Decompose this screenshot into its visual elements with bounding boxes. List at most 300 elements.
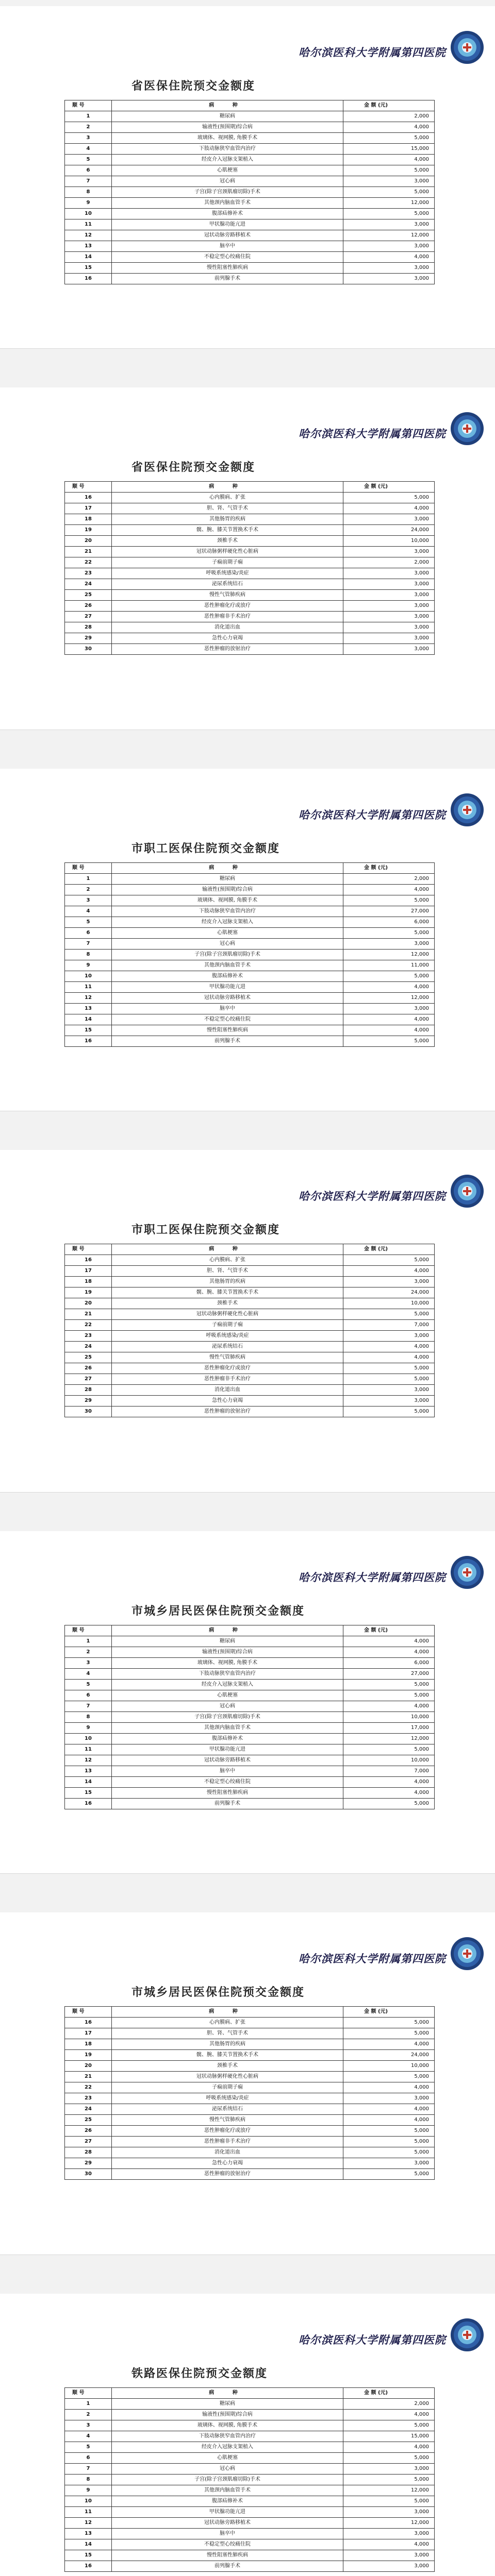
deposit-amount: 10,000 [343, 2061, 435, 2072]
disease-name: 子宫(除子宫颈肌瘤切除)手术 [112, 187, 343, 198]
deposit-amount: 3,000 [343, 176, 435, 187]
disease-name: 前列腺手术 [112, 1799, 343, 1809]
row-number: 5 [65, 1680, 112, 1690]
table-header-row [65, 482, 435, 493]
column-header-amount: 金 额 (元) [343, 1625, 435, 1636]
row-number: 16 [65, 2018, 112, 2028]
deposit-table-wrapper [64, 1625, 435, 1809]
disease-name: 冠状动脉粥样硬化性心脏病 [112, 2072, 343, 2082]
disease-name: 子痫前期子痫 [112, 2082, 343, 2093]
table-row [65, 1255, 435, 1266]
row-number: 1 [65, 874, 112, 885]
row-number: 17 [65, 1266, 112, 1277]
deposit-amount: 4,000 [343, 122, 435, 133]
deposit-amount: 5,000 [343, 2169, 435, 2180]
deposit-amount: 3,000 [343, 601, 435, 612]
disease-name: 冠状动脉粥样硬化性心脏病 [112, 1309, 343, 1320]
hospital-emblem-icon [450, 1174, 485, 1209]
deposit-amount: 7,000 [343, 1320, 435, 1331]
row-number: 12 [65, 2518, 112, 2529]
deposit-amount: 10,000 [343, 1712, 435, 1723]
row-number: 2 [65, 122, 112, 133]
disease-name: 髋、腕、膝关节置换术手术 [112, 525, 343, 536]
row-number: 16 [65, 1255, 112, 1266]
table-row [65, 2093, 435, 2104]
table-row [65, 1647, 435, 1658]
table-header-row [65, 2007, 435, 2018]
deposit-table-wrapper [64, 862, 435, 1047]
row-number: 14 [65, 2539, 112, 2550]
disease-name: 心肌梗塞 [112, 165, 343, 176]
table-row [65, 1331, 435, 1342]
row-number: 26 [65, 601, 112, 612]
row-number: 21 [65, 547, 112, 557]
deposit-amount: 27,000 [343, 906, 435, 917]
deposit-amount: 3,000 [343, 1331, 435, 1342]
deposit-amount: 4,000 [343, 1777, 435, 1788]
table-row [65, 1004, 435, 1014]
document-page [0, 6, 495, 349]
table-row [65, 1363, 435, 1374]
deposit-amount: 5,000 [343, 493, 435, 503]
row-number: 5 [65, 917, 112, 928]
table-row [65, 1734, 435, 1744]
deposit-amount: 3,000 [343, 274, 435, 284]
row-number: 25 [65, 2115, 112, 2126]
disease-name: 慢性阻塞性肺疾病 [112, 263, 343, 274]
column-header-amount: 金 额 (元) [343, 100, 435, 111]
disease-name: 恶性肿瘤非手术治疗 [112, 2137, 343, 2147]
row-number: 1 [65, 2399, 112, 2410]
row-number: 3 [65, 895, 112, 906]
disease-name: 冠心病 [112, 939, 343, 950]
table-row [65, 2539, 435, 2550]
row-number: 13 [65, 2529, 112, 2539]
table-row [65, 568, 435, 579]
row-number: 3 [65, 2420, 112, 2431]
deposit-amount: 12,000 [343, 950, 435, 960]
table-row [65, 2453, 435, 2464]
deposit-table [64, 2006, 435, 2180]
deposit-amount: 5,000 [343, 187, 435, 198]
disease-name: 慢性阻塞性肺疾病 [112, 1788, 343, 1799]
row-number: 2 [65, 1647, 112, 1658]
table-row [65, 503, 435, 514]
deposit-amount: 11,000 [343, 960, 435, 971]
disease-name: 消化道出血 [112, 1385, 343, 1396]
table-row [65, 122, 435, 133]
document-page [0, 1150, 495, 1493]
deposit-table [64, 2387, 435, 2572]
row-number: 4 [65, 1669, 112, 1680]
table-row [65, 928, 435, 939]
table-row [65, 176, 435, 187]
row-number: 25 [65, 1352, 112, 1363]
row-number: 9 [65, 960, 112, 971]
table-row [65, 1658, 435, 1669]
table-row [65, 2028, 435, 2039]
row-number: 19 [65, 2050, 112, 2061]
table-header-row [65, 2388, 435, 2399]
disease-name: 心内膜病、扩张 [112, 1255, 343, 1266]
deposit-amount: 5,000 [343, 1036, 435, 1047]
deposit-amount: 12,000 [343, 230, 435, 241]
disease-name: 慢性阻塞性肺疾病 [112, 1025, 343, 1036]
disease-name: 消化道出血 [112, 622, 343, 633]
disease-name: 甲状腺功能亢进 [112, 1744, 343, 1755]
row-number: 6 [65, 1690, 112, 1701]
row-number: 20 [65, 2061, 112, 2072]
disease-name: 脑卒中 [112, 241, 343, 252]
table-row [65, 2399, 435, 2410]
row-number: 16 [65, 493, 112, 503]
disease-name: 泌尿系统结石 [112, 2104, 343, 2115]
disease-name: 其他肠胃的疾病 [112, 2039, 343, 2050]
deposit-amount: 6,000 [343, 917, 435, 928]
disease-name: 糖尿病 [112, 874, 343, 885]
table-row [65, 2126, 435, 2137]
disease-name: 急性心力衰竭 [112, 1396, 343, 1406]
disease-name: 恶性肿瘤的放射治疗 [112, 2169, 343, 2180]
hospital-emblem-icon [450, 1555, 485, 1590]
table-row [65, 2039, 435, 2050]
table-row [65, 590, 435, 601]
column-header-amount: 金 额 (元) [343, 482, 435, 493]
table-row [65, 1014, 435, 1025]
table-row [65, 950, 435, 960]
table-row [65, 579, 435, 590]
table-row [65, 1309, 435, 1320]
row-number: 12 [65, 1755, 112, 1766]
disease-name: 甲状腺功能亢进 [112, 982, 343, 993]
table-row [65, 1320, 435, 1331]
disease-name: 经皮介入冠脉支架植入 [112, 2442, 343, 2453]
table-row [65, 525, 435, 536]
table-row [65, 2061, 435, 2072]
column-header-no: 顺 号 [65, 1244, 112, 1255]
table-row [65, 111, 435, 122]
row-number: 4 [65, 2431, 112, 2442]
deposit-table [64, 1625, 435, 1809]
row-number: 3 [65, 133, 112, 144]
disease-name: 前列腺手术 [112, 274, 343, 284]
deposit-amount: 4,000 [343, 885, 435, 895]
deposit-amount: 5,000 [343, 1680, 435, 1690]
row-number: 6 [65, 2453, 112, 2464]
disease-name: 糖尿病 [112, 2399, 343, 2410]
disease-name: 下肢动脉狭窄血管内治疗 [112, 1669, 343, 1680]
deposit-amount: 3,000 [343, 514, 435, 525]
deposit-table-wrapper [64, 481, 435, 655]
table-row [65, 209, 435, 219]
hospital-header [0, 30, 495, 71]
table-row [65, 133, 435, 144]
deposit-amount: 5,000 [343, 2072, 435, 2082]
table-row [65, 1025, 435, 1036]
deposit-amount: 4,000 [343, 2115, 435, 2126]
deposit-amount: 17,000 [343, 1723, 435, 1734]
disease-name: 恶性肿瘤化疗或放疗 [112, 2126, 343, 2137]
row-number: 11 [65, 982, 112, 993]
deposit-amount: 5,000 [343, 2475, 435, 2485]
disease-name: 其他颈内脑血管手术 [112, 960, 343, 971]
row-number: 7 [65, 2464, 112, 2475]
column-header-amount: 金 额 (元) [343, 1244, 435, 1255]
disease-name: 经皮介入冠脉支架植入 [112, 917, 343, 928]
row-number: 16 [65, 274, 112, 284]
deposit-amount: 3,000 [343, 622, 435, 633]
disease-name: 玻璃体、视网膜, 角膜手术 [112, 133, 343, 144]
disease-name: 冠心病 [112, 176, 343, 187]
deposit-amount: 3,000 [343, 612, 435, 622]
table-row [65, 1342, 435, 1352]
row-number: 30 [65, 2169, 112, 2180]
table-row [65, 1669, 435, 1680]
disease-name: 前列腺手术 [112, 2561, 343, 2572]
table-row [65, 2169, 435, 2180]
disease-name: 慢性阻塞性肺疾病 [112, 2550, 343, 2561]
disease-name: 子宫(除子宫颈肌瘤切除)手术 [112, 950, 343, 960]
deposit-amount: 5,000 [343, 1406, 435, 1417]
row-number: 18 [65, 2039, 112, 2050]
deposit-amount: 4,000 [343, 1266, 435, 1277]
table-row [65, 536, 435, 547]
table-header-row [65, 1625, 435, 1636]
table-row [65, 198, 435, 209]
disease-name: 呼吸系统感染/炎症 [112, 568, 343, 579]
disease-name: 髋、腕、膝关节置换术手术 [112, 2050, 343, 2061]
deposit-amount: 4,000 [343, 1647, 435, 1658]
table-row [65, 514, 435, 525]
page-title: 市城乡居民医保住院预交金额度 [131, 1604, 305, 1618]
deposit-amount: 4,000 [343, 1636, 435, 1647]
row-number: 14 [65, 1014, 112, 1025]
row-number: 16 [65, 1036, 112, 1047]
disease-name: 下肢动脉狭窄血管内治疗 [112, 906, 343, 917]
hospital-header [0, 2317, 495, 2359]
hospital-header [0, 1936, 495, 1977]
row-number: 23 [65, 1331, 112, 1342]
hospital-header [0, 1555, 495, 1596]
disease-name: 糖尿病 [112, 111, 343, 122]
page-title: 省医保住院预交金额度 [131, 79, 256, 93]
column-header-disease: 病 种 [112, 2388, 343, 2399]
deposit-amount: 2,000 [343, 111, 435, 122]
page-title: 市职工医保住院预交金额度 [131, 842, 280, 855]
deposit-amount: 5,000 [343, 209, 435, 219]
row-number: 20 [65, 1298, 112, 1309]
table-row [65, 2485, 435, 2496]
table-row [65, 874, 435, 885]
deposit-amount: 5,000 [343, 1374, 435, 1385]
disease-name: 恶性肿瘤化疗或放疗 [112, 601, 343, 612]
column-header-amount: 金 额 (元) [343, 863, 435, 874]
deposit-amount: 5,000 [343, 2137, 435, 2147]
deposit-amount: 3,000 [343, 219, 435, 230]
row-number: 21 [65, 2072, 112, 2082]
table-row [65, 2464, 435, 2475]
document-page [0, 769, 495, 1111]
deposit-amount: 3,000 [343, 939, 435, 950]
disease-name: 其他颈内脑血管手术 [112, 1723, 343, 1734]
table-row [65, 144, 435, 155]
deposit-amount: 5,000 [343, 2147, 435, 2158]
deposit-amount: 3,000 [343, 1004, 435, 1014]
hospital-name: 哈尔滨医科大学附属第四医院 [299, 1571, 446, 1584]
row-number: 13 [65, 241, 112, 252]
table-row [65, 155, 435, 165]
deposit-amount: 5,000 [343, 2028, 435, 2039]
disease-name: 呼吸系统感染/炎症 [112, 1331, 343, 1342]
disease-name: 腹部疝修补术 [112, 1734, 343, 1744]
deposit-amount: 2,000 [343, 557, 435, 568]
hospital-name: 哈尔滨医科大学附属第四医院 [299, 427, 446, 440]
row-number: 15 [65, 2550, 112, 2561]
row-number: 17 [65, 503, 112, 514]
row-number: 5 [65, 2442, 112, 2453]
deposit-table-wrapper [64, 100, 435, 284]
row-number: 10 [65, 2496, 112, 2507]
column-header-no: 顺 号 [65, 100, 112, 111]
table-row [65, 2072, 435, 2082]
disease-name: 子痫前期子痫 [112, 557, 343, 568]
table-row [65, 1287, 435, 1298]
table-header-row [65, 100, 435, 111]
disease-name: 经皮介入冠脉支架植入 [112, 155, 343, 165]
disease-name: 其他颈内脑血管手术 [112, 2485, 343, 2496]
row-number: 10 [65, 971, 112, 982]
row-number: 10 [65, 1734, 112, 1744]
disease-name: 心肌梗塞 [112, 2453, 343, 2464]
row-number: 7 [65, 939, 112, 950]
table-row [65, 1266, 435, 1277]
table-row [65, 557, 435, 568]
row-number: 11 [65, 2507, 112, 2518]
deposit-table [64, 862, 435, 1047]
row-number: 9 [65, 2485, 112, 2496]
table-row [65, 644, 435, 655]
deposit-amount: 4,000 [343, 2039, 435, 2050]
document-page [0, 1531, 495, 1874]
row-number: 19 [65, 525, 112, 536]
row-number: 28 [65, 1385, 112, 1396]
table-row [65, 2431, 435, 2442]
disease-name: 慢性气管肺疾病 [112, 2115, 343, 2126]
disease-name: 子痫前期子痫 [112, 1320, 343, 1331]
deposit-amount: 4,000 [343, 1788, 435, 1799]
row-number: 24 [65, 579, 112, 590]
row-number: 23 [65, 568, 112, 579]
disease-name: 其他肠胃的疾病 [112, 1277, 343, 1287]
table-row [65, 2475, 435, 2485]
table-row [65, 2420, 435, 2431]
deposit-amount: 24,000 [343, 2050, 435, 2061]
deposit-amount: 4,000 [343, 2442, 435, 2453]
table-row [65, 1777, 435, 1788]
deposit-amount: 4,000 [343, 982, 435, 993]
deposit-amount: 12,000 [343, 198, 435, 209]
table-row [65, 1277, 435, 1287]
disease-name: 泌尿系统结石 [112, 579, 343, 590]
row-number: 30 [65, 644, 112, 655]
disease-name: 腹部疝修补术 [112, 2496, 343, 2507]
table-row [65, 895, 435, 906]
deposit-amount: 3,000 [343, 2158, 435, 2169]
row-number: 2 [65, 2410, 112, 2420]
disease-name: 腹部疝修补术 [112, 971, 343, 982]
deposit-amount: 10,000 [343, 1298, 435, 1309]
deposit-amount: 4,000 [343, 2104, 435, 2115]
disease-name: 冠状动脉旁路移植术 [112, 230, 343, 241]
deposit-amount: 3,000 [343, 1385, 435, 1396]
row-number: 2 [65, 885, 112, 895]
row-number: 13 [65, 1766, 112, 1777]
page-title: 省医保住院预交金额度 [131, 461, 256, 474]
deposit-amount: 5,000 [343, 2453, 435, 2464]
disease-name: 经皮介入冠脉支架植入 [112, 1680, 343, 1690]
disease-name: 消化道出血 [112, 2147, 343, 2158]
table-row [65, 993, 435, 1004]
disease-name: 冠心病 [112, 1701, 343, 1712]
hospital-emblem-icon [450, 1936, 485, 1971]
deposit-amount: 3,000 [343, 547, 435, 557]
disease-name: 脑卒中 [112, 2529, 343, 2539]
hospital-header [0, 411, 495, 452]
deposit-amount: 3,000 [343, 2464, 435, 2475]
disease-name: 玻璃体、视网膜, 角膜手术 [112, 895, 343, 906]
disease-name: 不稳定型心绞痛住院 [112, 2539, 343, 2550]
column-header-disease: 病 种 [112, 1625, 343, 1636]
deposit-amount: 5,000 [343, 895, 435, 906]
table-row [65, 1406, 435, 1417]
row-number: 3 [65, 1658, 112, 1669]
table-row [65, 612, 435, 622]
disease-name: 脑卒中 [112, 1004, 343, 1014]
table-row [65, 2496, 435, 2507]
deposit-amount: 3,000 [343, 579, 435, 590]
deposit-amount: 15,000 [343, 144, 435, 155]
deposit-amount: 5,000 [343, 2018, 435, 2028]
table-row [65, 165, 435, 176]
deposit-amount: 5,000 [343, 133, 435, 144]
disease-name: 甲状腺功能亢进 [112, 2507, 343, 2518]
disease-name: 其他肠胃的疾病 [112, 514, 343, 525]
row-number: 22 [65, 1320, 112, 1331]
column-header-disease: 病 种 [112, 1244, 343, 1255]
table-header-row [65, 1244, 435, 1255]
disease-name: 恶性肿瘤非手术治疗 [112, 1374, 343, 1385]
deposit-amount: 5,000 [343, 928, 435, 939]
table-row [65, 1352, 435, 1363]
disease-name: 子宫(除子宫颈肌瘤切除)手术 [112, 1712, 343, 1723]
deposit-amount: 10,000 [343, 536, 435, 547]
row-number: 22 [65, 2082, 112, 2093]
row-number: 9 [65, 1723, 112, 1734]
deposit-amount: 5,000 [343, 1255, 435, 1266]
deposit-amount: 2,000 [343, 2399, 435, 2410]
hospital-header [0, 792, 495, 834]
document-page [0, 387, 495, 730]
row-number: 14 [65, 1777, 112, 1788]
row-number: 6 [65, 165, 112, 176]
row-number: 1 [65, 111, 112, 122]
table-row [65, 274, 435, 284]
disease-name: 玻璃体、视网膜, 角膜手术 [112, 1658, 343, 1669]
disease-name: 糖尿病 [112, 1636, 343, 1647]
disease-name: 输液性(预围期)综合病 [112, 1647, 343, 1658]
deposit-table-wrapper [64, 2006, 435, 2180]
row-number: 17 [65, 2028, 112, 2039]
